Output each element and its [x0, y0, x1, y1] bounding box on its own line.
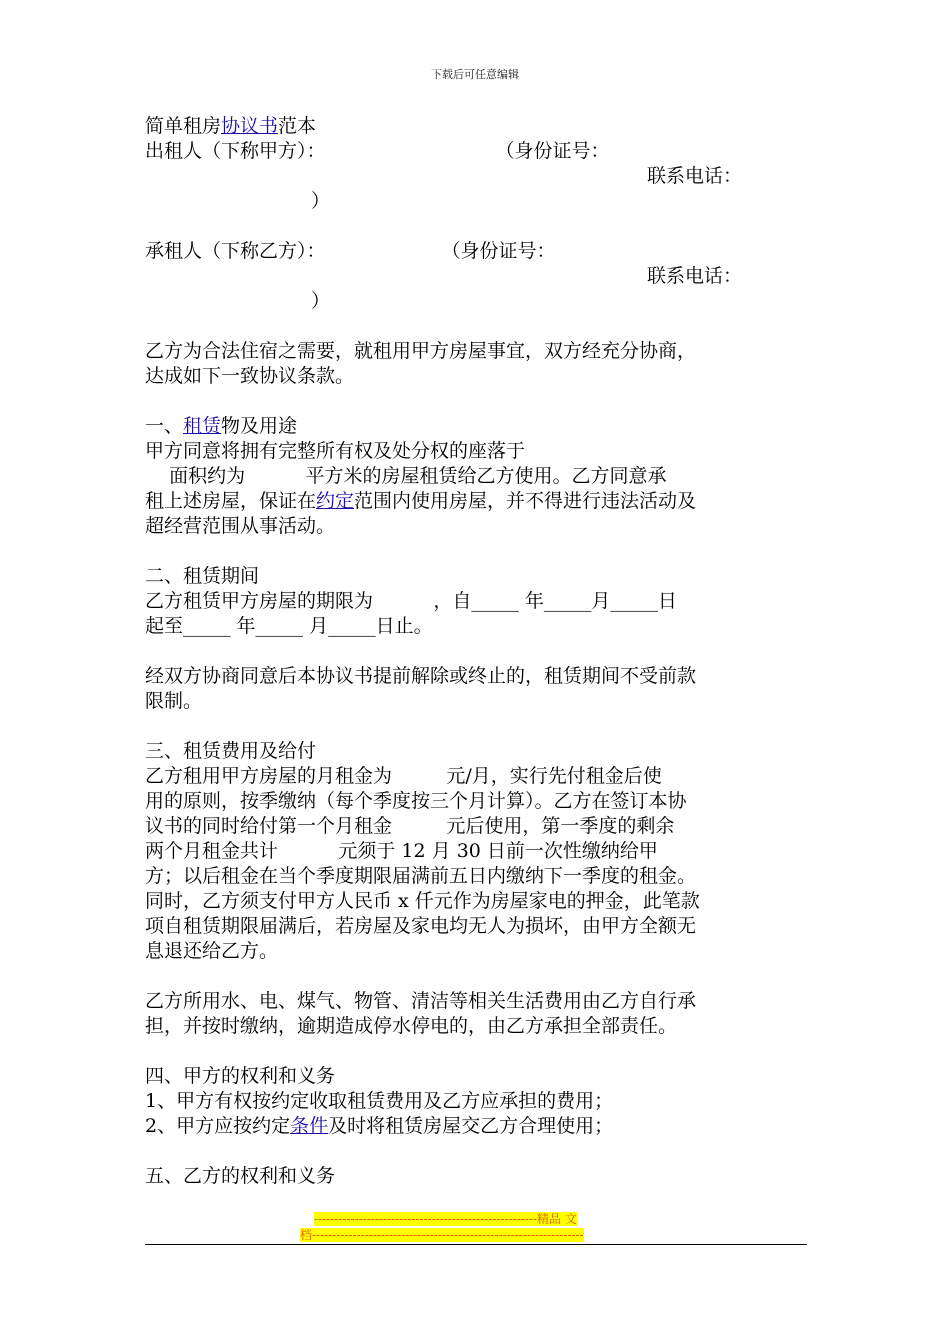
- section-2-line: 乙方租赁甲方房屋的期限为 ，自_____ 年_____月_____日: [145, 590, 677, 612]
- agreement-link[interactable]: 协议书: [221, 115, 279, 137]
- lessee-line: [145, 239, 810, 264]
- section-3-line: 同时，乙方须支付甲方人民币 x 仟元作为房屋家电的押金，此笔款: [145, 890, 700, 912]
- section-3-line: 乙方所用水、电、煤气、物管、清洁等相关生活费用由乙方自行承: [145, 990, 697, 1012]
- lessor-id-label: （身份证号：: [495, 140, 610, 162]
- section-3-title: 三、租赁费用及给付: [145, 740, 317, 762]
- document-title: 简单租房协议书范本: [145, 115, 317, 137]
- agreed-link[interactable]: 约定: [316, 490, 355, 512]
- section-3-line: 乙方租用甲方房屋的月租金为 元/月，实行先付租金后使: [145, 765, 662, 787]
- section-3-line: 用的原则，按季缴纳（每个季度按三个月计算）。乙方在签订本协: [145, 790, 687, 812]
- section-1-title: 一、租赁物及用途: [145, 415, 298, 437]
- footer-divider: [145, 1244, 807, 1245]
- section-5-title: 五、乙方的权利和义务: [145, 1165, 336, 1187]
- lessee-close-line: ）: [311, 290, 331, 312]
- lessor-close-line: ）: [311, 190, 331, 212]
- lessor-line: [145, 139, 810, 164]
- footer-line-2: 档-------------------------------------------------------------------: [300, 1228, 584, 1242]
- footer-line-1: -------------------------------------------------------精品 文: [314, 1212, 577, 1226]
- intro-line: 达成如下一致协议条款。: [145, 365, 355, 387]
- lease-link[interactable]: 租赁: [183, 415, 222, 437]
- lessee-phone-label: 联系电话：: [647, 265, 743, 287]
- section-1-line: 超经营范围从事活动。: [145, 515, 336, 537]
- section-4-line: 2、甲方应按约定条件及时将租赁房屋交乙方合理使用；: [145, 1115, 614, 1137]
- section-4-line: 1、甲方有权按约定收取租赁费用及乙方应承担的费用；: [145, 1090, 614, 1112]
- section-2-title: 二、租赁期间: [145, 565, 260, 587]
- section-3-line: 方；以后租金在当个季度期限届满前五日内缴纳下一季度的租金。: [145, 865, 697, 887]
- section-1-line: 甲方同意将拥有完整所有权及处分权的座落于: [145, 440, 526, 462]
- section-3-line: 两个月租金共计 元须于 12 月 30 日前一次性缴纳给甲: [145, 840, 658, 862]
- section-2-line: 经双方协商同意后本协议书提前解除或终止的，租赁期间不受前款: [145, 665, 697, 687]
- lessee-id-label: （身份证号：: [441, 240, 556, 262]
- lessee-phone-line: [145, 264, 810, 289]
- footer-watermark: [300, 1211, 650, 1243]
- lessor-label: 出租人（下称甲方）：: [145, 140, 326, 162]
- section-2-line: 限制。: [145, 690, 203, 712]
- lessor-phone-line: [145, 164, 810, 189]
- header-note: 下载后可任意编辑: [431, 68, 519, 81]
- section-4-title: 四、甲方的权利和义务: [145, 1065, 336, 1087]
- section-3-line: 项自租赁期限届满后，若房屋及家电均无人为损坏，由甲方全额无: [145, 915, 697, 937]
- lessor-phone-label: 联系电话：: [647, 165, 743, 187]
- section-3-line: 担，并按时缴纳，逾期造成停水停电的，由乙方承担全部责任。: [145, 1015, 678, 1037]
- conditions-link[interactable]: 条件: [290, 1115, 329, 1137]
- intro-line: 乙方为合法住宿之需要，就租用甲方房屋事宜，双方经充分协商，: [145, 340, 697, 362]
- section-1-line: 租上述房屋，保证在约定范围内使用房屋，并不得进行违法活动及: [145, 490, 697, 512]
- section-3-line: 息退还给乙方。: [145, 940, 279, 962]
- lessee-label: 承租人（下称乙方）：: [145, 240, 326, 262]
- section-2-line: 起至_____ 年_____ 月_____日止。: [145, 615, 433, 637]
- section-1-line: 面积约为 平方米的房屋租赁给乙方使用。乙方同意承: [145, 465, 667, 487]
- section-3-line: 议书的同时给付第一个月租金 元后使用，第一季度的剩余: [145, 815, 675, 837]
- document-body: [145, 114, 810, 1189]
